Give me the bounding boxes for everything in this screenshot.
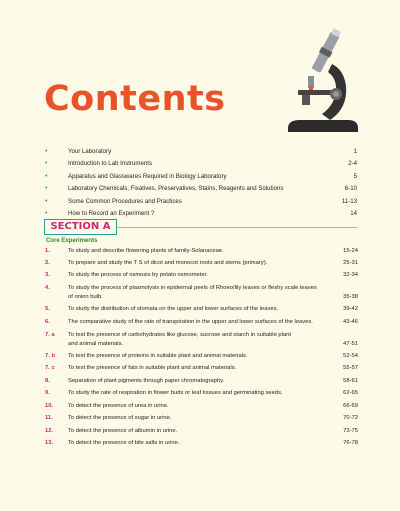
experiment-pages: 32-34 <box>343 272 358 278</box>
experiment-number: 2. <box>45 260 50 266</box>
list-item <box>45 183 357 195</box>
experiment-number: 12. <box>45 428 54 434</box>
experiment-number: 3. <box>45 272 50 278</box>
experiment-title: To study the process of osmosis by potato osmometer. <box>68 272 208 278</box>
item-text: Introduction to Lab Instruments <box>68 160 153 168</box>
list-item <box>45 171 357 183</box>
intro-contents-list <box>45 146 357 220</box>
experiment-pages: 35-38 <box>343 294 358 300</box>
bullet-icon: • <box>45 185 48 193</box>
experiment-title: To test the presence of proteins in suitable plant and animal materials. <box>68 353 248 359</box>
experiment-pages: 39-42 <box>343 306 358 312</box>
experiment-pages: 73-75 <box>343 428 358 434</box>
experiment-title: To study the rate of respiration in flower buds or leaf tissues and germinating seeds. <box>68 390 283 396</box>
experiment-title: The comparative study of the rate of transpiration in the upper and lower surfaces of the leaves. <box>68 319 313 325</box>
experiment-number: 1. <box>45 248 50 254</box>
experiment-title: To study the process of plasmolysis in epidermal peels of Rhoeo/lily leaves or fleshy scale leaves of onion bulb. <box>68 285 317 300</box>
experiment-number: 4. <box>45 285 50 291</box>
experiment-number: 9. <box>45 390 50 396</box>
experiment-pages: 15-24 <box>343 248 358 254</box>
bullet-icon: • <box>45 197 48 205</box>
experiment-title: To prepare and study the T S of dicot and monocot roots and stems (primary). <box>68 260 268 266</box>
item-text: Your Laboratory <box>68 148 112 155</box>
experiment-title: To detect the presence of sugar in urine. <box>68 415 172 421</box>
list-item <box>45 146 357 158</box>
bullet-icon: • <box>45 160 48 168</box>
item-text: How to Record an Experiment ? <box>68 209 155 217</box>
list-item <box>45 158 357 170</box>
experiment-pages: 76-78 <box>343 440 358 446</box>
experiment-title: To test the presence of fats in suitable plant and animal materials. <box>68 365 237 371</box>
bullet-icon: • <box>45 148 48 155</box>
experiment-number: 10. <box>45 403 54 409</box>
experiment-title: To study the distribution of stomata on the upper and lower surfaces of the leaves. <box>68 306 279 312</box>
experiment-pages: 62-65 <box>343 390 358 396</box>
item-pages: 11-13 <box>341 197 357 205</box>
experiment-pages: 43-46 <box>343 319 358 325</box>
item-text: Some Common Procedures and Practices <box>68 197 182 205</box>
experiment-title: To detect the presence of bile salts in urine. <box>68 440 180 446</box>
bullet-icon: • <box>45 209 48 217</box>
section-heading: SECTION A <box>44 219 117 235</box>
experiment-title: To detect the presence of urea in urine. <box>68 403 169 409</box>
experiment-number: 11. <box>45 415 53 421</box>
microscope-icon <box>278 28 368 138</box>
page-title: Contents <box>44 79 226 119</box>
item-pages: 6-10 <box>344 185 357 193</box>
experiment-number: 7. b <box>45 353 55 359</box>
experiment-pages: 55-57 <box>343 365 358 371</box>
experiment-number: 5. <box>45 306 50 312</box>
list-item <box>45 196 357 208</box>
experiment-pages: 70-72 <box>343 415 358 421</box>
experiment-pages: 25-31 <box>343 260 358 266</box>
experiment-title: To study and describe flowering plants of family-Solanaceae. <box>68 248 224 254</box>
bullet-icon: • <box>45 172 48 180</box>
experiment-number: 8. <box>45 378 50 384</box>
experiment-number: 7. a <box>45 332 55 338</box>
item-text: Laboratory Chemicals, Fixatives, Preservatives, Stains, Reagents and Solutions <box>68 185 284 193</box>
experiment-title: Separation of plant pigments through paper chromatography. <box>68 378 225 384</box>
item-pages: 2-4 <box>348 160 357 168</box>
section-divider <box>117 227 357 228</box>
experiment-pages: 47-51 <box>343 341 358 347</box>
experiment-pages: 58-61 <box>343 378 358 384</box>
item-text: Apparatus and Glasswares Required in Biology Laboratory <box>68 172 227 180</box>
item-pages: 1 <box>353 148 357 155</box>
experiment-pages: 52-54 <box>343 353 358 359</box>
core-experiments-heading: Core Experiments <box>46 238 98 244</box>
experiment-number: 13. <box>45 440 54 446</box>
experiment-title: To detect the presence of albumin in urine. <box>68 428 178 434</box>
item-pages: 14 <box>350 209 357 217</box>
experiment-number: 6. <box>45 319 50 325</box>
experiment-number: 7. c <box>45 365 55 371</box>
item-pages: 5 <box>353 172 357 180</box>
experiment-pages: 66-69 <box>343 403 358 409</box>
experiment-title: To test the presence of carbohydrates like glucose, sucrose and starch in suitable plant and animal materials. <box>68 332 291 347</box>
